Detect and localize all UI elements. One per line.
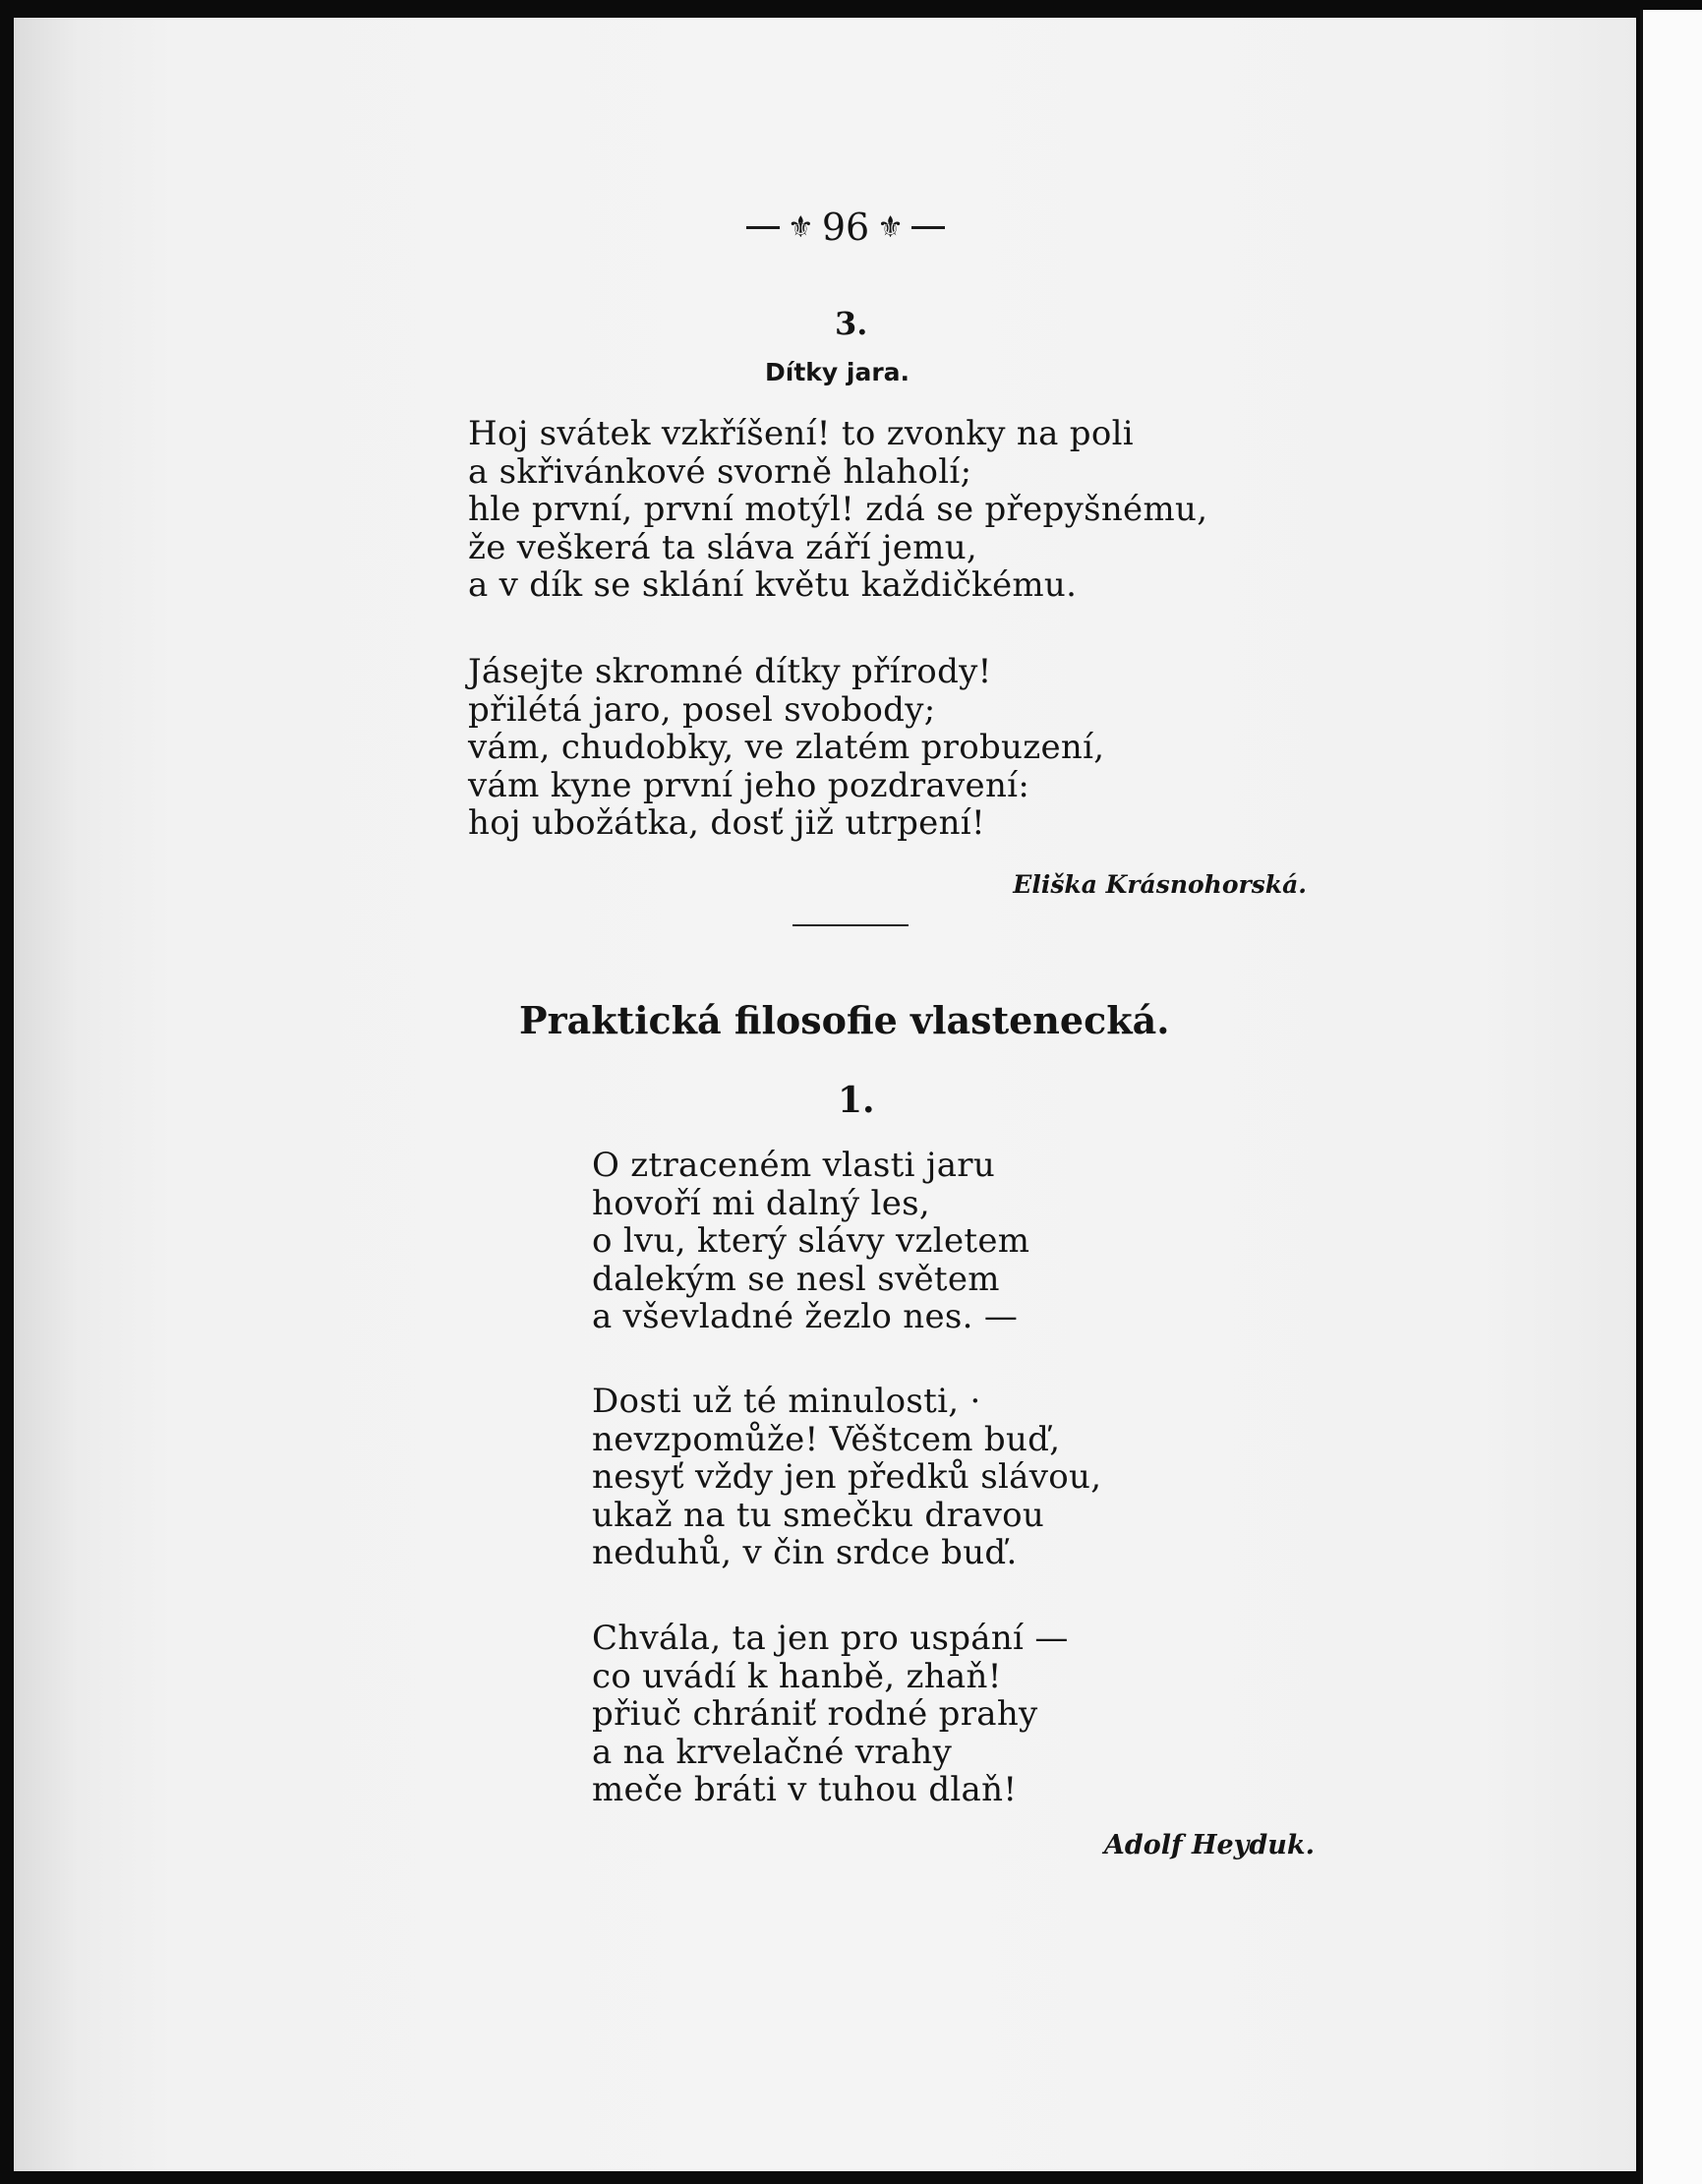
verse-line: nevzpomůže! Věštcem buď, — [592, 1419, 1061, 1459]
verse-line: přilétá jaro, posel svobody; — [468, 689, 936, 730]
verse-line: ukaž na tu smečku dravou — [592, 1495, 1045, 1535]
page-number: 96 — [821, 206, 870, 249]
poem-stanza — [592, 1383, 1101, 1572]
page-edge — [1640, 10, 1702, 2184]
section-heading: Praktická filosofie vlastenecká. — [519, 998, 1170, 1042]
poem-title: Dítky jara. — [765, 358, 910, 386]
verse-line: že veškerá ta sláva září jemu, — [468, 527, 978, 567]
verse-line: Hoj svátek vzkříšení! to zvonky na poli — [468, 414, 1134, 453]
poem-stanza — [592, 1620, 1069, 1809]
verse-line: nesyť vždy jen předků slávou, — [592, 1457, 1102, 1497]
verse-line: Jásejte skromné dítky přírody! — [468, 652, 992, 691]
verse-line: O ztraceném vlasti jaru — [592, 1146, 996, 1185]
verse-line: o lvu, který slávy vzletem — [592, 1221, 1030, 1261]
verse-line: a skřivánkové svorně hlaholí; — [468, 451, 972, 492]
verse-line: vám kyne první jeho pozdravení: — [468, 765, 1030, 805]
verse-line: a v dík se sklání květu každičkému. — [468, 565, 1078, 605]
verse-line: hovoří mi dalný les, — [592, 1183, 930, 1223]
fleuron-left-icon: ⚜ — [787, 209, 814, 245]
verse-line: neduhů, v čin srdce buď. — [592, 1533, 1018, 1572]
verse-line: hoj ubožátka, dosť již utrpení! — [468, 803, 985, 843]
header-rule-left — [746, 226, 780, 229]
verse-line: vám, chudobky, ve zlatém probuzení, — [468, 728, 1105, 767]
poem-number: 1. — [838, 1080, 875, 1121]
page-header — [708, 203, 983, 252]
verse-line: přiuč chrániť rodné prahy — [592, 1694, 1038, 1734]
poem-stanza — [468, 415, 1207, 605]
verse-line: dalekým se nesl světem — [592, 1259, 1000, 1299]
section-divider — [792, 924, 909, 926]
verse-line: a na krvelačné vrahy — [592, 1732, 953, 1772]
poem-number: 3. — [835, 305, 868, 342]
verse-line: Dosti už té minulosti, · — [592, 1382, 981, 1421]
verse-line: co uvádí k hanbě, zhaň! — [592, 1656, 1002, 1696]
verse-line: hle první, první motýl! zdá se přepyšnému, — [468, 490, 1208, 529]
poem-author: Eliška Krásnohorská. — [1013, 870, 1307, 899]
verse-line: meče bráti v tuhou dlaň! — [592, 1770, 1018, 1809]
header-rule-right — [911, 226, 945, 229]
verse-line: Chvála, ta jen pro uspání — — [592, 1619, 1069, 1658]
book-page — [14, 18, 1636, 2171]
poem-stanza — [592, 1147, 1029, 1336]
fleuron-right-icon: ⚜ — [877, 209, 905, 245]
poem-stanza — [468, 653, 1104, 843]
poem-author: Adolf Heyduk. — [1103, 1830, 1315, 1860]
verse-line: a vševladné žezlo nes. — — [592, 1297, 1019, 1336]
